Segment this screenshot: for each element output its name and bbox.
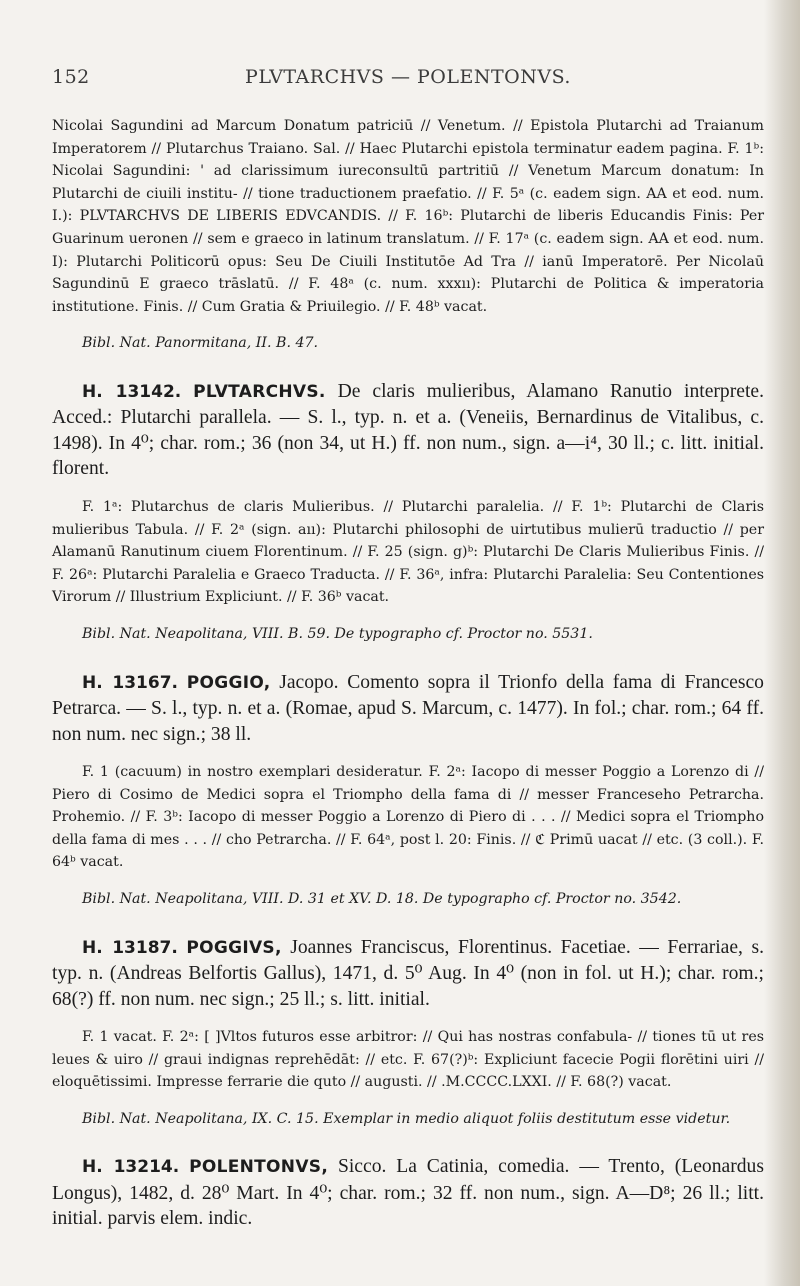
entry-author: POLENTONVS, bbox=[189, 1157, 329, 1178]
entry-heading bbox=[52, 1154, 764, 1232]
running-header bbox=[52, 66, 764, 96]
entry-heading-text: Sicco. La Catinia, comedia. — Trento, (Leonardus Longus), 1482, d. 28⁰ Mart. In 4⁰; char. rom.; 32 ff. non num., sign. A—D⁸; 26 ll.; litt. initial. parvis elem. indic. bbox=[52, 1156, 764, 1230]
entry-description: F. 1 vacat. F. 2ᵃ: [ ]Vltos futuros esse arbitror: // Qui has nostras confabula- // tiones tū ut res leues & uiro // graui indignas reprehēdāt: // etc. F. 67(?)ᵇ: Expliciunt facecie Pogii florētini uiri // eloquētissimi. Impresse ferrarie die quto // augusti. // .M.CCCC.LXXI. // F. 68(?) vacat. bbox=[52, 1029, 764, 1091]
entry-bibl: Bibl. Nat. Neapolitana, VIII. D. 31 et XV. D. 18. De typographo cf. Proctor no. 3542. bbox=[82, 890, 682, 907]
entry-h13167 bbox=[52, 670, 764, 911]
entry-heading bbox=[52, 379, 764, 482]
entry-description: F. 1ᵃ: Plutarchus de claris Mulieribus. // Plutarchi paralelia. // F. 1ᵇ: Plutarchi de Claris mulieribus Tabula. // F. 2ᵃ (sign. aıı): Plutarchi philosophi de uirtutibus mulierū traductio // per Alamanū Ranutinum ciuem Florentinum. // F. 25 (sign. g)ᵇ: Plutarchi De Claris Mulieribus Finis. // F. 26ᵃ: Plutarchi Paralelia e Graeco Traducta. // F. 36ᵃ, infra: Plutarchi Paralelia: Seu Contentiones Virorum // Illustrium Expliciunt. // F. 36ᵇ vacat. bbox=[52, 498, 764, 606]
entry-author: POGGIVS, bbox=[186, 937, 282, 958]
entry-author: PLVTARCHVS. bbox=[193, 381, 326, 402]
page-edge-shadow bbox=[764, 0, 800, 1286]
running-title: PLVTARCHVS — POLENTONVS. bbox=[245, 66, 571, 88]
entry-bibl: Bibl. Nat. Neapolitana, IX. C. 15. Exemplar in medio aliquot foliis destitutum esse videtur. bbox=[82, 1110, 731, 1127]
entry-heading-text: De claris mulieribus, Alamano Ranutio interprete. Acced.: Plutarchi parallela. — S. l., typ. n. et a. (Veneiis, Bernardinus de Vitalibus, c. 1498). In 4⁰; char. rom.; 36 (non 34, ut H.) ff. non num., sign. a—i⁴, 30 ll.; c. litt. initial. florent. bbox=[52, 380, 764, 480]
intro-description: Nicolai Sagundini ad Marcum Donatum patriciū // Venetum. // Epistola Plutarchi ad Traianum Imperatorem // Plutarchus Traiano. Sal. // Haec Plutarchi epistola terminatur eadem pagina. F. 1ᵇ: Nicolai Sagundini: ' ad clarissimum iureconsultū partritiū // Venetum Marcum donatum: In Plutarchi de ciuili institu- // tione traductionem praefatio. // F. 5ᵃ (c. eadem sign. AA et eod. num. I.): PLVTARCHVS DE LIBERIS EDVCANDIS. // F. 16ᵇ: Plutarchi de liberis Educandis Finis: Per Guarinum ueronen // sem e graeco in latinum translatum. // F. 17ᵃ (c. eadem sign. AA et eod. num. I): Plutarchi Politicorū opus: Seu De Ciuili Institutōe Ad Tra // ianū Imperatorē. Per Nicolaū Sagundinū E graeco trāslatū. // F. 48ᵃ (c. num. xxxıı): Plutarchi de Politica & imperatoria institutione. Finis. // Cum Gratia & Priuilegio. // F. 48ᵇ vacat. bbox=[52, 118, 764, 315]
entry-h13187 bbox=[52, 935, 764, 1131]
page-content bbox=[52, 115, 764, 1246]
entry-heading-text: Joannes Franciscus, Florentinus. Facetiae. — Ferrariae, s. typ. n. (Andreas Belfortis Gallus), 1471, d. 5⁰ Aug. In 4⁰ (non in fol. ut H.); char. rom.; 68(?) ff. non num. nec sign.; 25 ll.; s. litt. initial. bbox=[52, 936, 764, 1010]
entry-h13142 bbox=[52, 379, 764, 646]
entry-number: H. 13214. bbox=[82, 1157, 180, 1178]
entry-number: H. 13187. bbox=[82, 937, 178, 958]
entry-heading bbox=[52, 670, 764, 748]
entry-bibl: Bibl. Nat. Neapolitana, VIII. B. 59. De typographo cf. Proctor no. 5531. bbox=[82, 625, 593, 642]
entry-heading-text: Jacopo. Comento sopra il Trionfo della fama di Francesco Petrarca. — S. l., typ. n. et a. (Romae, apud S. Marcum, c. 1477). In fol.; char. rom.; 64 ff. non num. nec sign.; 38 ll. bbox=[52, 671, 764, 745]
intro-continuation bbox=[52, 115, 764, 355]
entry-h13214 bbox=[52, 1154, 764, 1232]
entry-number: H. 13142. bbox=[82, 381, 182, 402]
entry-author: POGGIO, bbox=[186, 672, 271, 693]
entry-heading bbox=[52, 935, 764, 1013]
entry-number: H. 13167. bbox=[82, 672, 179, 693]
intro-bibl: Bibl. Nat. Panormitana, II. B. 47. bbox=[82, 335, 319, 352]
page-number: 152 bbox=[52, 66, 90, 88]
entry-description: F. 1 (cacuum) in nostro exemplari desideratur. F. 2ᵃ: Iacopo di messer Poggio a Lorenzo di // Piero di Cosimo de Medici sopra el Triompho della fama di // messer Franceseho Petrarcha. Prohemio. // F. 3ᵇ: Iacopo di messer Poggio a Lorenzo di Piero di . . . // Medici sopra el Triompho della fama di mes . . . // cho Petrarcha. // F. 64ᵃ, post l. 20: Finis. // ℭ Primū uacat // etc. (3 coll.). F. 64ᵇ vacat. bbox=[52, 764, 764, 871]
